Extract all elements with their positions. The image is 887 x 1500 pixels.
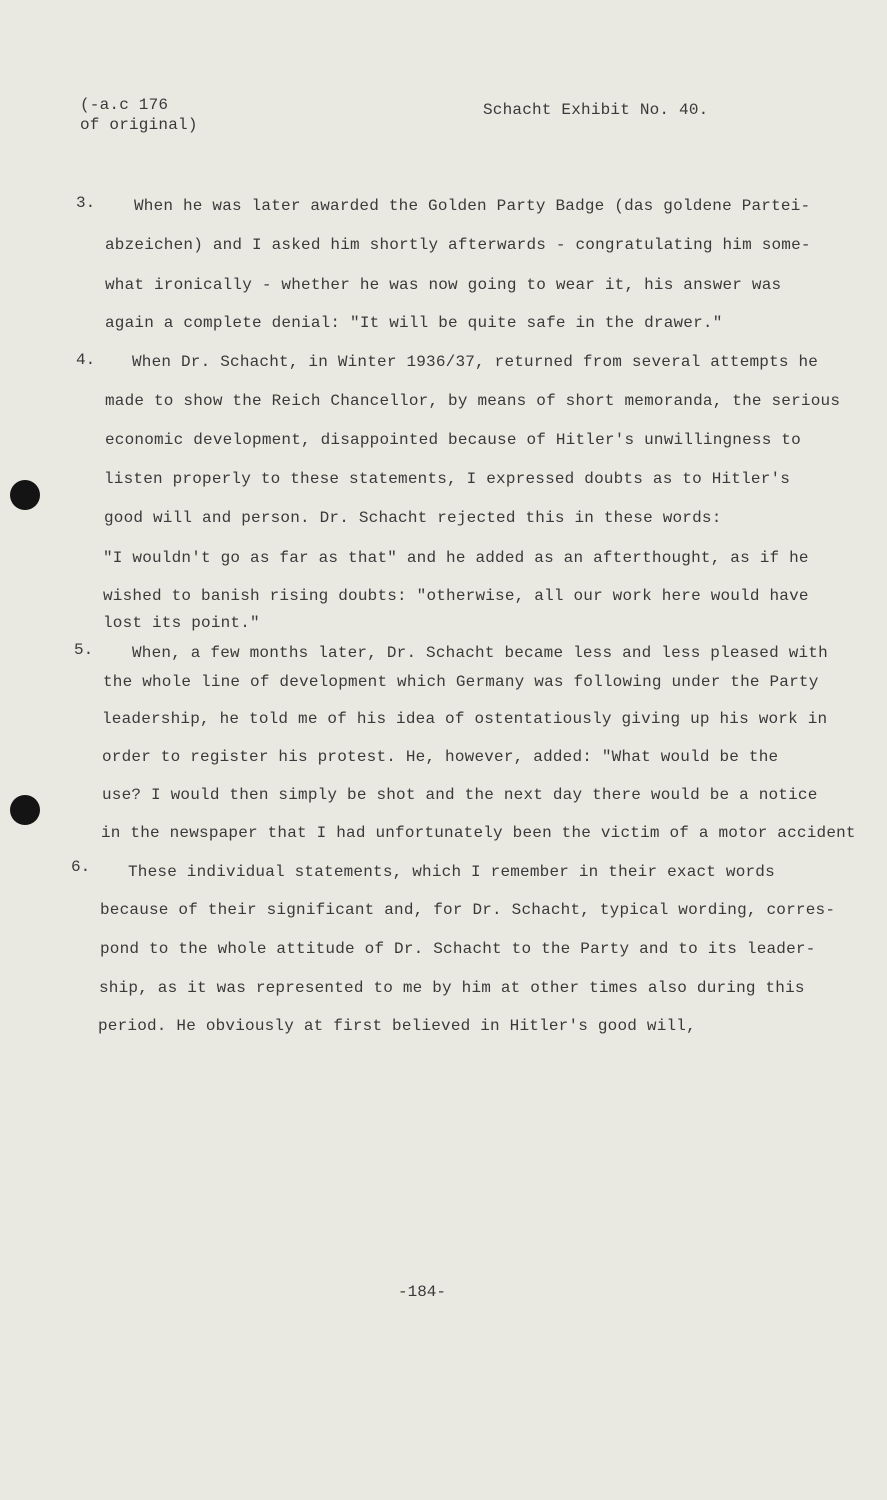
paragraph-line: what ironically - whether he was now going to wear it, his answer was [105,276,782,294]
punch-hole [10,795,40,825]
exhibit-label: Schacht Exhibit No. 40. [483,101,709,119]
paragraph-line: These individual statements, which I remember in their exact words [128,863,775,881]
paragraph-line: When Dr. Schacht, in Winter 1936/37, returned from several attempts he [132,353,819,371]
paragraph-line: use? I would then simply be shot and the next day there would be a notice [102,786,818,804]
paragraph-line: the whole line of development which Germany was following under the Party [103,673,819,691]
paragraph-line: When he was later awarded the Golden Party Badge (das goldene Partei- [134,197,811,215]
page-ref-line1: (-a.c 176 [80,96,169,114]
paragraph-line: lost its point." [103,614,260,632]
paragraph-line: wished to banish rising doubts: "otherwise, all our work here would have [103,587,809,605]
paragraph-number: 5. [74,641,94,659]
paragraph-line: made to show the Reich Chancellor, by means of short memoranda, the serious [105,392,841,410]
paragraph-number: 6. [71,858,91,876]
paragraph-line: leadership, he told me of his idea of ostentatiously giving up his work in [102,710,828,728]
paragraph-line: in the newspaper that I had unfortunately been the victim of a motor accident [101,824,856,842]
paragraph-line: ship, as it was represented to me by him at other times also during this [99,979,805,997]
punch-hole [10,480,40,510]
paragraph-line: "I wouldn't go as far as that" and he added as an afterthought, as if he [103,549,809,567]
page-ref-line2: of original) [80,116,198,134]
paragraph-line: good will and person. Dr. Schacht rejected this in these words: [104,509,722,527]
paragraph-line: abzeichen) and I asked him shortly afterwards - congratulating him some- [105,236,811,254]
paragraph-line: period. He obviously at first believed in Hitler's good will, [98,1017,696,1035]
paragraph-line: again a complete denial: "It will be quite safe in the drawer." [105,314,723,332]
paragraph-line: listen properly to these statements, I expressed doubts as to Hitler's [104,470,791,488]
page-number: -184- [398,1283,447,1301]
paragraph-line: order to register his protest. He, however, added: "What would be the [102,748,779,766]
paragraph-number: 3. [76,194,96,212]
paragraph-line: economic development, disappointed because of Hitler's unwillingness to [105,431,801,449]
paragraph-line: pond to the whole attitude of Dr. Schacht to the Party and to its leader- [100,940,816,958]
paragraph-line: When, a few months later, Dr. Schacht became less and less pleased with [132,644,828,662]
paragraph-number: 4. [76,351,96,369]
paragraph-line: because of their significant and, for Dr. Schacht, typical wording, corres- [100,901,836,919]
